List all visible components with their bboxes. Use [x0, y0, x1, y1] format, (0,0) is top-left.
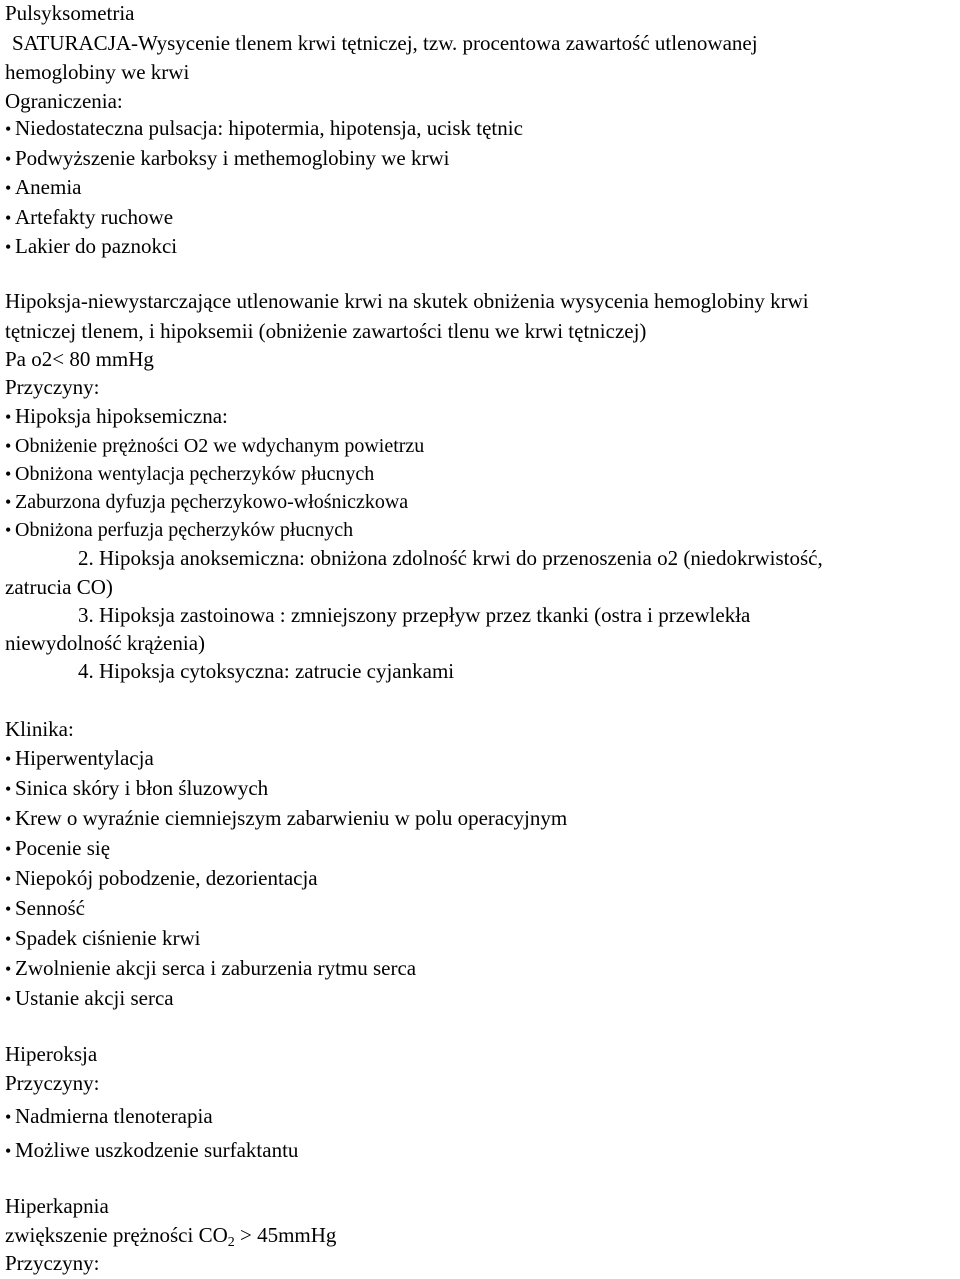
section-title-hiperkapnia: Hiperkapnia — [5, 1194, 109, 1218]
list-item: • Niedostateczna pulsacja: hipotermia, hipotensja, ucisk tętnic — [5, 113, 523, 144]
section-title-pulsyksometria: Pulsyksometria — [5, 1, 135, 25]
definition-text: zwiększenie prężności CO — [5, 1223, 228, 1247]
clinic-heading: Klinika: — [5, 717, 74, 741]
list-item: • Anemia — [5, 172, 81, 203]
list-item: • Obniżona perfuzja pęcherzyków płucnych — [5, 515, 353, 545]
list-item: • Lakier do paznokci — [5, 231, 177, 262]
list-item: • Niepokój pobodzenie, dezorientacja — [5, 863, 318, 894]
list-item: • Sinica skóry i błon śluzowych — [5, 773, 268, 804]
hypoxia-type-3-cont: niewydolność krążenia) — [5, 631, 206, 655]
hypoxia-definition: Hipoksja-niewystarczające utlenowanie krwi na skutek obniżenia wysycenia hemoglobiny krwi — [5, 289, 809, 313]
hypercapnia-definition — [5, 1220, 336, 1250]
limits-heading: Ograniczenia: — [5, 89, 123, 113]
list-item: • Artefakty ruchowe — [5, 202, 173, 233]
saturation-definition-cont: hemoglobiny we krwi — [5, 60, 190, 84]
section-title-hiperoksja: Hiperoksja — [5, 1042, 98, 1066]
hypoxia-type-2-cont: zatrucia CO) — [5, 575, 113, 599]
list-item: • Obniżona wentylacja pęcherzyków płucnych — [5, 459, 374, 489]
list-item: • Pocenie się — [5, 833, 110, 864]
hypoxia-type-2: 2. Hipoksja anoksemiczna: obniżona zdolność krwi do przenoszenia o2 (niedokrwistość, — [78, 546, 823, 570]
list-item: • Podwyższenie karboksy i methemoglobiny we krwi — [5, 143, 450, 174]
causes-heading: Przyczyny: — [5, 1251, 100, 1275]
hypoxia-definition-cont: tętniczej tlenem, i hipoksemii (obniżenie zawartości tlenu we krwi tętniczej) — [5, 319, 647, 343]
list-item: • Ustanie akcji serca — [5, 983, 174, 1014]
causes-heading: Przyczyny: — [5, 1071, 100, 1095]
list-item: • Zaburzona dyfuzja pęcherzykowo-włośniczkowa — [5, 487, 408, 517]
list-item: • Krew o wyraźnie ciemniejszym zabarwieniu w polu operacyjnym — [5, 803, 567, 834]
hypoxia-type-1: • Hipoksja hipoksemiczna: — [5, 401, 228, 432]
list-item: • Nadmierna tlenoterapia — [5, 1101, 213, 1132]
causes-heading: Przyczyny: — [5, 375, 100, 399]
subscript-2: 2 — [227, 1235, 235, 1250]
list-item: • Zwolnienie akcji serca i zaburzenia rytmu serca — [5, 953, 416, 984]
hypoxia-type-3: 3. Hipoksja zastoinowa : zmniejszony przepływ przez tkanki (ostra i przewlekła — [78, 603, 751, 627]
pao2-threshold: Pa o2< 80 mmHg — [5, 347, 154, 371]
list-item: • Możliwe uszkodzenie surfaktantu — [5, 1135, 298, 1166]
list-item: • Hiperwentylacja — [5, 743, 154, 774]
saturation-definition: SATURACJA-Wysycenie tlenem krwi tętniczej, tzw. procentowa zawartość utlenowanej — [12, 31, 758, 55]
hypoxia-type-4: 4. Hipoksja cytoksyczna: zatrucie cyjankami — [78, 659, 455, 683]
list-item: • Spadek ciśnienie krwi — [5, 923, 200, 954]
definition-threshold: > 45mmHg — [234, 1223, 337, 1247]
list-item: • Obniżenie prężności O2 we wdychanym powietrzu — [5, 431, 424, 461]
list-item: • Senność — [5, 893, 85, 924]
